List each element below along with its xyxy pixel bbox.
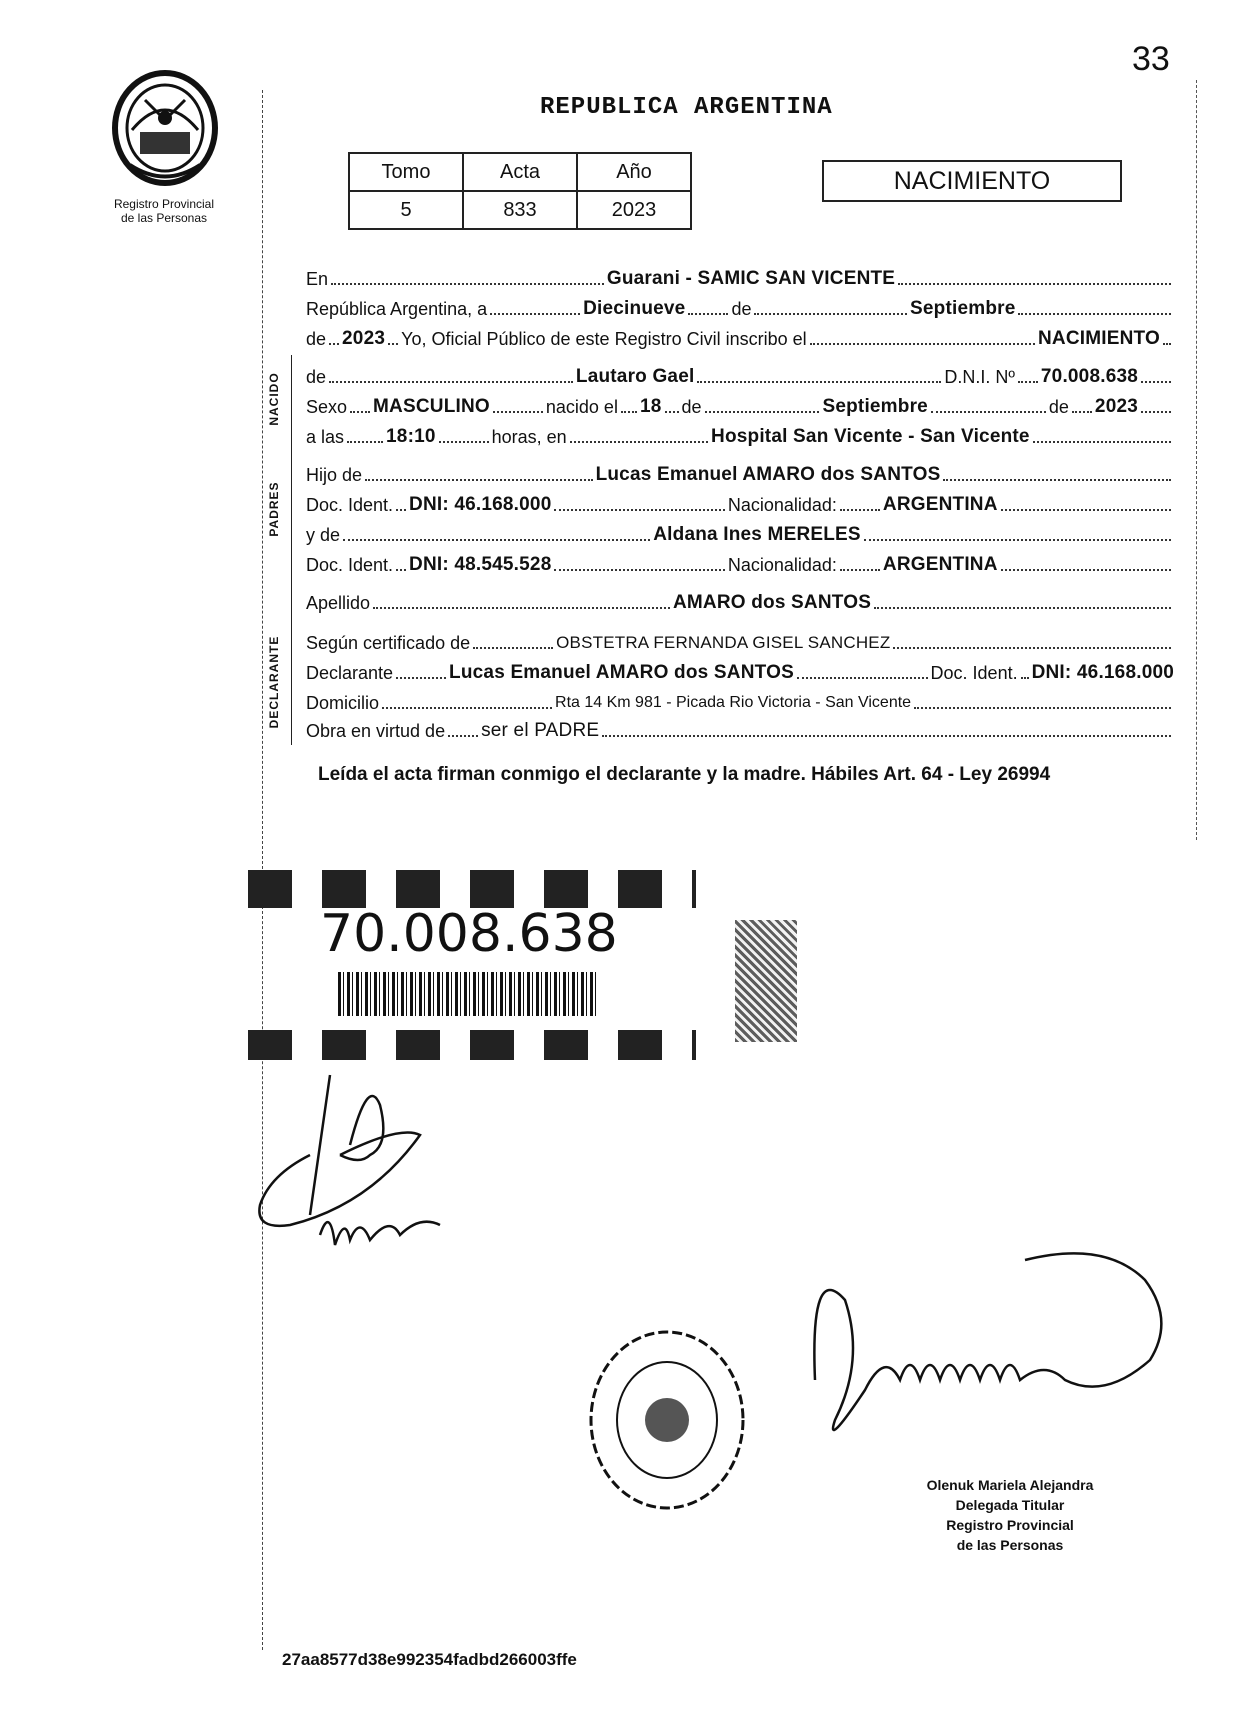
row-place [306, 268, 1174, 290]
event-value: NACIMIENTO [1038, 328, 1160, 349]
sex-value: MASCULINO [373, 396, 490, 417]
label-mother-nationality: Nacionalidad: [727, 555, 837, 575]
value-ano: 2023 [577, 191, 691, 229]
sticker-bottom-border [248, 1030, 696, 1060]
declarant-doc-value: DNI: 46.168.000 [1031, 662, 1174, 683]
label-de3: de [1048, 397, 1069, 417]
certificate-by-value: OBSTETRA FERNANDA GISEL SANCHEZ [556, 633, 891, 652]
sticker-number: 70.008.638 [320, 904, 618, 964]
official-signature [805, 1240, 1185, 1470]
registry-line1: Registro Provincial [113, 197, 215, 211]
official-title: Delegada Titular [955, 1497, 1065, 1513]
label-a-las: a las [306, 427, 345, 447]
official-org2: de las Personas [956, 1537, 1064, 1553]
row-father [306, 464, 1174, 486]
child-dni-value: 70.008.638 [1040, 366, 1138, 387]
country-title: REPUBLICA ARGENTINA [540, 94, 833, 121]
row-address [306, 692, 1174, 714]
address-value: Rta 14 Km 981 - Picada Rio Victoria - San Vicente [555, 694, 912, 711]
father-nationality-value: ARGENTINA [882, 494, 998, 515]
sticker-barcode [338, 972, 598, 1016]
registry-logo [110, 70, 220, 188]
birth-year-value: 2023 [1094, 396, 1138, 417]
birth-place-value: Hospital San Vicente - San Vicente [711, 426, 1030, 447]
hologram-patch [735, 920, 797, 1042]
row-acting-as [306, 720, 1174, 742]
row-sex [306, 396, 1174, 418]
label-hijo-de: Hijo de [306, 465, 363, 485]
mother-nationality-value: ARGENTINA [882, 554, 998, 575]
inner-left-border [291, 355, 292, 745]
label-father-doc: Doc. Ident. [306, 495, 394, 515]
document-hash: 27aa8577d38e992354fadbd266003ffe [282, 1650, 577, 1669]
row-mother [306, 524, 1174, 546]
year-value: 2023 [342, 328, 386, 349]
row-father-doc [306, 494, 1174, 516]
label-horas-en: horas, en [491, 427, 567, 447]
row-time [306, 426, 1174, 448]
label-en: En [306, 269, 329, 289]
dni-sticker [248, 870, 696, 1060]
label-nacido-el: nacido el [545, 397, 618, 417]
birth-time-value: 18:10 [386, 426, 436, 447]
official-block [880, 1475, 1140, 1555]
label-father-nationality: Nacionalidad: [727, 495, 837, 515]
mother-name-value: Aldana Ines MERELES [653, 524, 861, 545]
label-yo-oficial: Yo, Oficial Público de este Registro Civil inscribo el [401, 329, 807, 349]
row-surname [306, 592, 1174, 614]
row-date-words [306, 298, 1174, 320]
birth-day-value: 18 [639, 396, 662, 417]
label-segun-cert: Según certificado de [306, 633, 471, 653]
surname-value: AMARO dos SANTOS [672, 592, 872, 613]
doc-type-box: NACIMIENTO [822, 160, 1122, 202]
header-tomo: Tomo [349, 153, 463, 191]
label-declarante: Declarante [306, 663, 394, 683]
declarant-name-value: Lucas Emanuel AMARO dos SANTOS [449, 662, 794, 683]
label-de2: de [681, 397, 702, 417]
official-name: Olenuk Mariela Alejandra [926, 1477, 1094, 1493]
label-mother-doc: Doc. Ident. [306, 555, 394, 575]
header-acta: Acta [463, 153, 577, 191]
father-doc-value: DNI: 46.168.000 [409, 494, 552, 515]
label-de-child: de [306, 367, 327, 387]
birth-month-value: Septiembre [822, 396, 928, 417]
label-republica: República Argentina, a [306, 299, 488, 319]
value-tomo: 5 [349, 191, 463, 229]
label-dni: D.N.I. Nº [944, 367, 1015, 387]
label-de: de [731, 299, 752, 319]
label-sexo: Sexo [306, 397, 348, 417]
value-acta: 833 [463, 191, 577, 229]
declarant-signature [250, 1065, 490, 1265]
page-number: 33 [1132, 40, 1170, 78]
row-event [306, 328, 1174, 350]
label-apellido: Apellido [306, 593, 371, 613]
row-child [306, 366, 1174, 388]
child-name-value: Lautaro Gael [575, 366, 695, 387]
official-seal [585, 1325, 750, 1515]
reference-table [348, 152, 692, 230]
row-mother-doc [306, 554, 1174, 576]
right-border [1196, 80, 1197, 840]
father-name-value: Lucas Emanuel AMARO dos SANTOS [595, 464, 941, 485]
label-obra-virtud: Obra en virtud de [306, 721, 446, 741]
mother-doc-value: DNI: 48.545.528 [409, 554, 552, 575]
label-declarant-doc: Doc. Ident. [930, 663, 1018, 683]
official-org1: Registro Provincial [946, 1517, 1074, 1533]
closing-text: Leída el acta firman conmigo el declarante y la madre. Hábiles Art. 64 - Ley 26994 [318, 764, 1051, 785]
row-declarant [306, 662, 1174, 684]
row-certificate [306, 632, 1174, 654]
sticker-top-border [248, 870, 696, 908]
registry-label [88, 197, 240, 225]
acting-as-value: ser el PADRE [481, 720, 600, 741]
label-domicilio: Domicilio [306, 693, 380, 713]
header-ano: Año [577, 153, 691, 191]
place-value: Guarani - SAMIC SAN VICENTE [606, 268, 896, 289]
day-words-value: Diecinueve [583, 298, 686, 319]
month-words-value: Septiembre [910, 298, 1016, 319]
section-nacido: NACIDO [267, 372, 281, 426]
section-padres: PADRES [267, 481, 281, 537]
section-declarante: DECLARANTE [267, 635, 281, 729]
label-de-year: de [306, 329, 327, 349]
registry-line2: de las Personas [120, 211, 208, 225]
label-y-de: y de [306, 525, 341, 545]
